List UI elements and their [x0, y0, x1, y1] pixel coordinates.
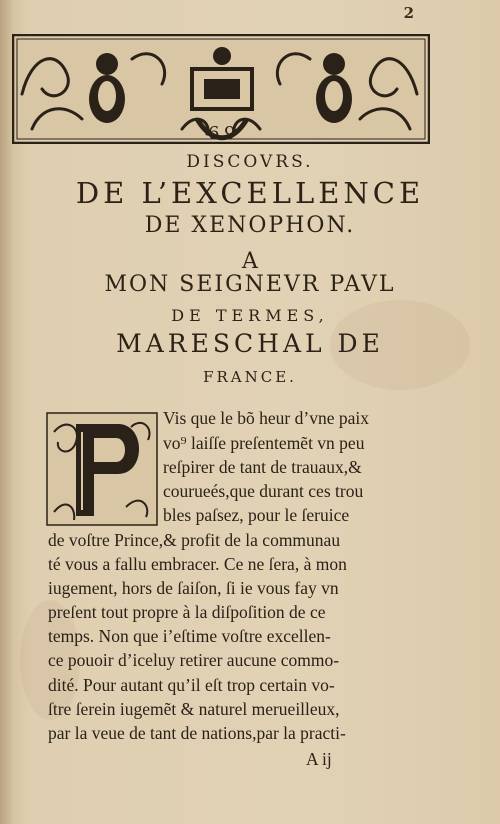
- page-number: 2: [403, 4, 414, 22]
- text-line: té vous a fallu embracer. Ce ne ſera, à mon: [48, 554, 347, 574]
- text-line: courueés,que durant ces trou: [163, 481, 364, 501]
- title-termes: DE TERMES,: [171, 306, 329, 325]
- text-line: preſent tout propre à la diſpoſition de ce: [48, 602, 326, 622]
- text-line: iugement, hors de ſaiſon, ſi ie vous fay vn: [48, 578, 339, 598]
- signature-catchword: A ij: [306, 749, 332, 769]
- text-line: par la veue de tant de nations,par la practi-: [48, 723, 346, 743]
- text-line: vo⁹ laiſſe preſentemẽt vn peu: [163, 433, 365, 453]
- title-seigneur: MON SEIGNEVR PAVL: [104, 272, 396, 297]
- text-line: ce pouoir d’iceluy retirer aucune commo-: [48, 650, 340, 670]
- title-excellence: DE L’EXCELLENCE: [75, 176, 425, 210]
- text-line: Vis que le bõ heur d’vne paix: [163, 408, 369, 428]
- title-a: A: [242, 249, 258, 274]
- woodcut-headpiece-ornament: [12, 34, 430, 144]
- text-line: dité. Pour autant qu’il eſt trop certain vo-: [48, 675, 335, 695]
- text-line: bles paſsez, pour le ſeruice: [163, 505, 350, 525]
- text-line: ſtre ſerein iugemẽt & naturel merueilleux,: [48, 699, 340, 719]
- title-xenophon: DE XENOPHON.: [144, 213, 356, 238]
- svg-text:6: 6: [208, 123, 220, 144]
- title-discours: DISCOVRS.: [186, 152, 314, 172]
- title-france: FRANCE.: [203, 368, 297, 386]
- text-line: de voſtre Prince,& profit de la communau: [48, 530, 341, 550]
- svg-text:9: 9: [224, 123, 236, 144]
- ornamental-initial-p: [46, 412, 158, 526]
- title-mareschal: MARESCHAL DE: [116, 329, 384, 358]
- text-line: temps. Non que i’eſtime voſtre excellen-: [48, 626, 331, 646]
- text-line: reſpirer de tant de trauaux,&: [163, 457, 362, 477]
